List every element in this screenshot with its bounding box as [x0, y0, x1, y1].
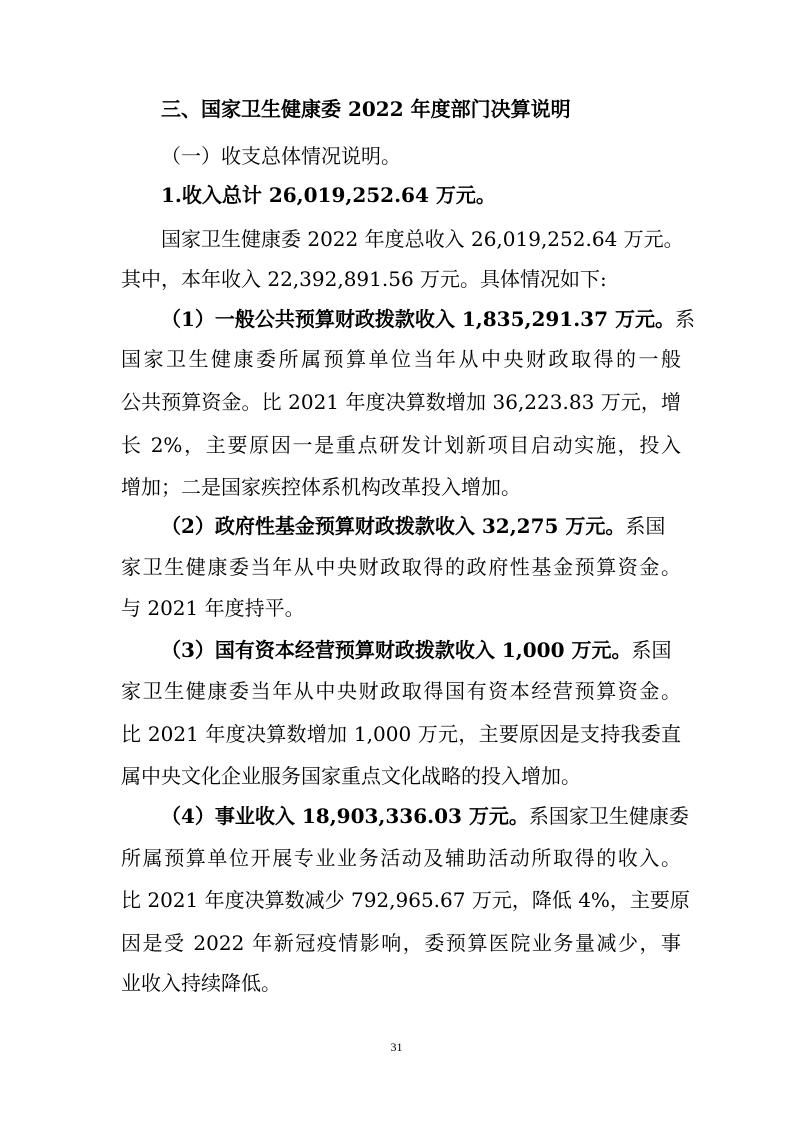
p3-line1-rest: 系国 — [631, 638, 672, 662]
p4-lead: （4）事业收入 18,903,336.03 万元。 — [161, 804, 529, 828]
p2-line-2: 家卫生健康委当年从中央财政取得的政府性基金预算资金。 — [121, 555, 681, 579]
p4-line-3: 比 2021 年度决算数减少 792,965.67 万元，降低 4%，主要原 — [121, 888, 690, 912]
p1-line-1 — [161, 306, 695, 332]
p4-line-2: 所属预算单位开展专业业务活动及辅助活动所取得的收入。 — [121, 846, 681, 870]
p1-line-4: 长 2%，主要原因一是重点研发计划新项目启动实施，投入 — [121, 433, 681, 457]
p2-line-1 — [161, 513, 681, 539]
p1-line-2: 国家卫生健康委所属预算单位当年从中央财政取得的一般 — [121, 347, 681, 371]
p3-line-2: 家卫生健康委当年从中央财政取得国有资本经营预算资金。 — [121, 679, 681, 703]
subsection-heading: （一）收支总体情况说明。 — [161, 144, 401, 168]
p4-line-1 — [161, 803, 689, 829]
p2-line-3: 与 2021 年度持平。 — [121, 596, 305, 620]
p1-line1-rest: 系 — [674, 307, 695, 331]
p4-line-5: 业收入持续降低。 — [121, 971, 281, 995]
p1-lead: （1）一般公共预算财政拨款收入 1,835,291.37 万元。 — [161, 307, 675, 331]
p3-line-3: 比 2021 年度决算数增加 1,000 万元，主要原因是支持我委直 — [121, 722, 681, 746]
p3-lead: （3）国有资本经营预算财政拨款收入 1,000 万元。 — [161, 638, 632, 662]
p2-lead: （2）政府性基金预算财政拨款收入 32,275 万元。 — [161, 514, 626, 538]
item1-heading: 1.收入总计 26,019,252.64 万元。 — [161, 183, 496, 207]
intro-line-1: 国家卫生健康委 2022 年度总收入 26,019,252.64 万元。 — [161, 227, 684, 251]
section-heading: 三、国家卫生健康委 2022 年度部门决算说明 — [161, 97, 571, 121]
p4-line1-rest: 系国家卫生健康委 — [528, 804, 689, 828]
p4-line-4: 因是受 2022 年新冠疫情影响，委预算医院业务量减少，事 — [121, 931, 681, 955]
p3-line-1 — [161, 637, 681, 663]
p3-line-4: 属中央文化企业服务国家重点文化战略的投入增加。 — [121, 764, 581, 788]
intro-line-2: 其中，本年收入 22,392,891.56 万元。具体情况如下: — [121, 267, 607, 291]
p1-line-3: 公共预算资金。比 2021 年度决算数增加 36,223.83 万元，增 — [121, 390, 681, 414]
p2-line1-rest: 系国 — [625, 514, 666, 538]
p1-line-5: 增加；二是国家疾控体系机构改革投入增加。 — [121, 475, 521, 499]
page-number: 31 — [390, 1040, 403, 1054]
